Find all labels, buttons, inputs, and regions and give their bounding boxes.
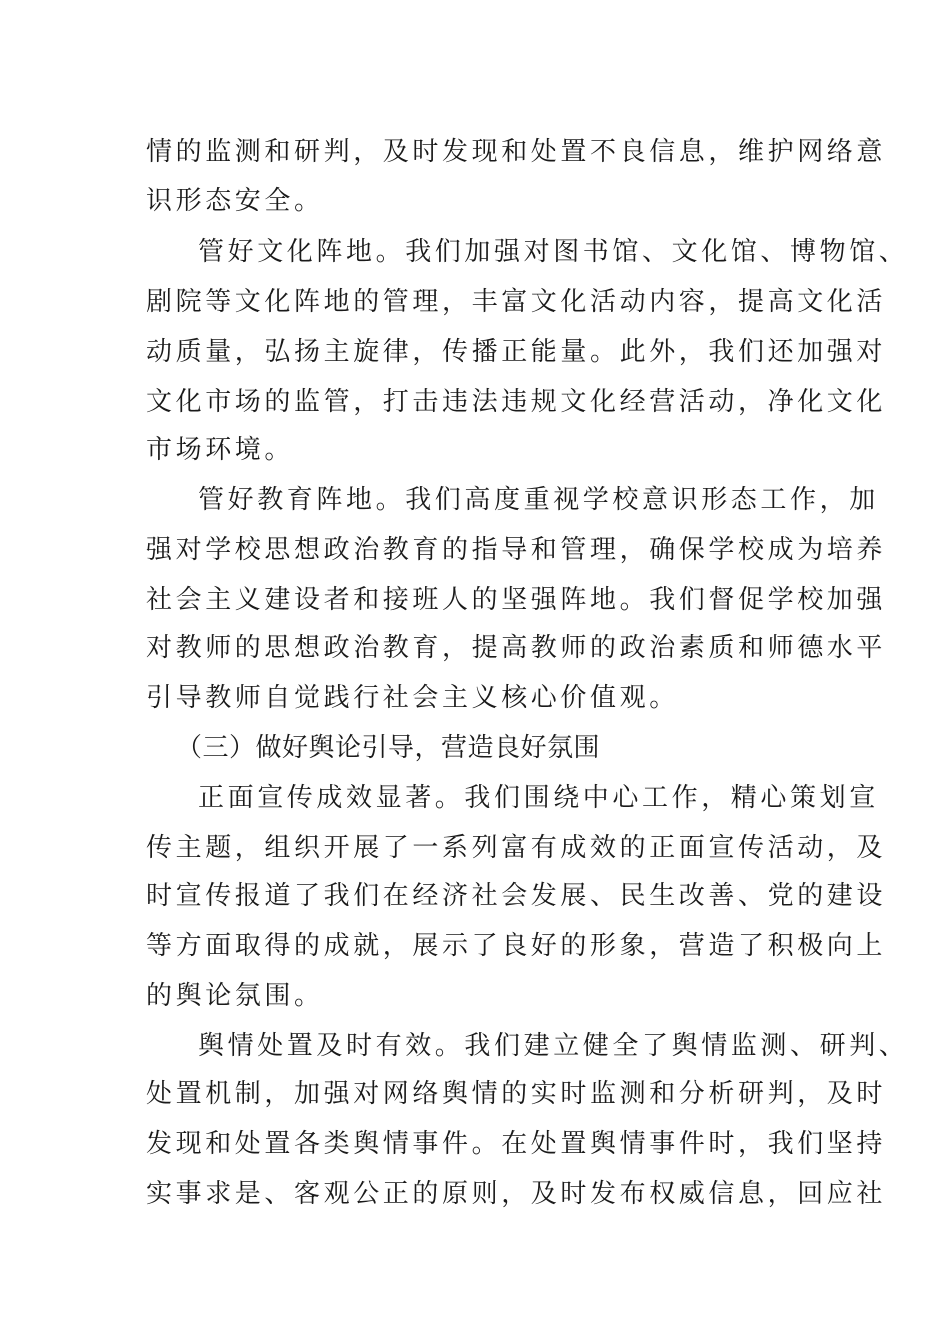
paragraph-culture-start: 管好文化阵地。我们加强对图书馆、文化馆、博物馆、 xyxy=(198,237,909,267)
text-line: 情的监测和研判，及时发现和处置不良信息，维护网络意 xyxy=(146,137,887,167)
text-line: 文化市场的监管，打击违法违规文化经营活动，净化文化 xyxy=(146,387,887,417)
text-line: 等方面取得的成就，展示了良好的形象，营造了积极向上 xyxy=(146,931,887,961)
paragraph-publicity-start: 正面宣传成效显著。我们围绕中心工作，精心策划宣 xyxy=(198,783,879,813)
text-line: 引导教师自觉践行社会主义核心价值观。 xyxy=(146,683,679,713)
text-line: 社会主义建设者和接班人的坚强阵地。我们督促学校加强 xyxy=(146,585,887,615)
paragraph-education-start: 管好教育阵地。我们高度重视学校意识形态工作，加 xyxy=(198,485,879,515)
text-line: 动质量，弘扬主旋律，传播正能量。此外，我们还加强对 xyxy=(146,337,887,367)
text-line: 识形态安全。 xyxy=(146,186,324,216)
section-heading: （三）做好舆论引导，营造良好氛围 xyxy=(176,733,601,763)
text-line: 的舆论氛围。 xyxy=(146,981,324,1011)
text-line: 强对学校思想政治教育的指导和管理，确保学校成为培养 xyxy=(146,535,887,565)
text-line: 市场环境。 xyxy=(146,435,295,465)
text-line: 对教师的思想政治教育，提高教师的政治素质和师德水平 xyxy=(146,633,887,663)
text-line: 剧院等文化阵地的管理，丰富文化活动内容，提高文化活 xyxy=(146,287,887,317)
text-line: 处置机制，加强对网络舆情的实时监测和分析研判，及时 xyxy=(146,1079,887,1109)
paragraph-sentiment-start: 舆情处置及时有效。我们建立健全了舆情监测、研判、 xyxy=(198,1031,909,1061)
text-line: 时宣传报道了我们在经济社会发展、民生改善、党的建设 xyxy=(146,881,887,911)
text-line: 发现和处置各类舆情事件。在处置舆情事件时，我们坚持 xyxy=(146,1129,887,1159)
text-line: 实事求是、客观公正的原则，及时发布权威信息，回应社 xyxy=(146,1179,887,1209)
text-line: 传主题，组织开展了一系列富有成效的正面宣传活动，及 xyxy=(146,833,887,863)
